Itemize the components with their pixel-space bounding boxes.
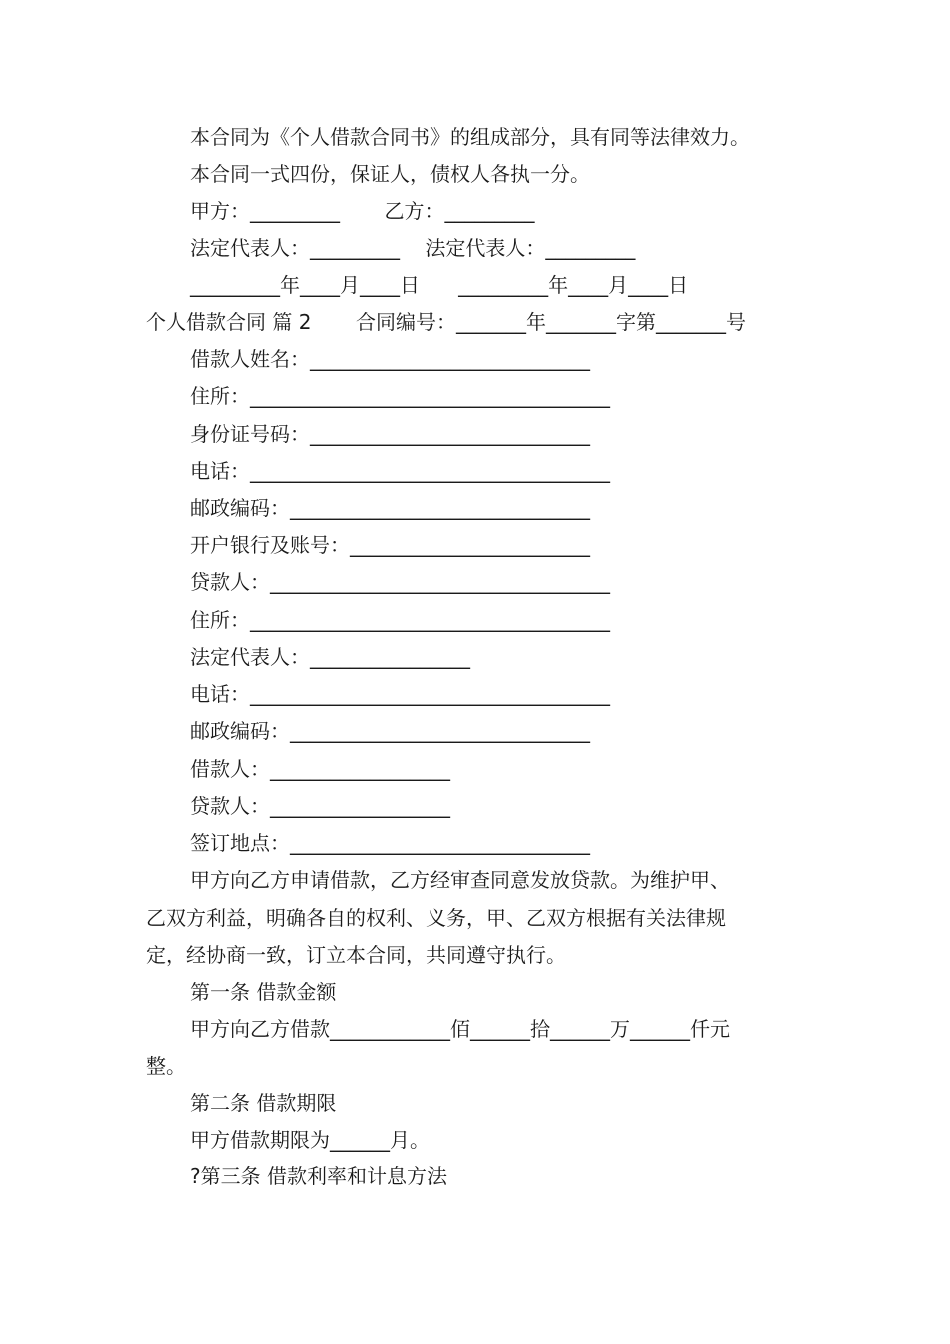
- article-heading: ?第三条 借款利率和计息方法: [190, 1164, 447, 1188]
- article-heading: 第二条 借款期限: [190, 1091, 337, 1115]
- field-borrower-sign: 借款人：__________________: [190, 757, 450, 781]
- article-heading: 第一条 借款金额: [190, 980, 337, 1004]
- field-lender-sign: 贷款人：__________________: [190, 794, 450, 818]
- field-address: 住所：____________________________________: [190, 384, 610, 408]
- representative-line: 法定代表人：_________ 法定代表人：_________: [190, 236, 636, 260]
- party-line: 甲方：_________ 乙方：_________: [190, 199, 535, 223]
- field-sign-place: 签订地点：______________________________: [190, 831, 590, 855]
- date-line: _________年____月____日 _________年____月____日: [190, 273, 689, 297]
- paragraph-line: 整。: [146, 1054, 186, 1078]
- field-lender: 贷款人：__________________________________: [190, 570, 610, 594]
- text-line: 本合同为《个人借款合同书》的组成部分，具有同等法律效力。: [190, 125, 750, 149]
- field-postcode: 邮政编码：______________________________: [190, 496, 590, 520]
- paragraph-line: 甲方向乙方申请借款，乙方经审查同意发放贷款。为维护甲、: [190, 868, 730, 892]
- field-lender-address: 住所：____________________________________: [190, 608, 610, 632]
- paragraph-line: 定，经协商一致，订立本合同，共同遵守执行。: [146, 943, 566, 967]
- field-bank-account: 开户银行及账号：________________________: [190, 533, 590, 557]
- contract-heading: 个人借款合同 篇 2 合同编号：_______年_______字第_______号: [146, 310, 746, 334]
- field-id-number: 身份证号码：____________________________: [190, 422, 590, 446]
- paragraph-line: 甲方借款期限为______月。: [190, 1128, 430, 1152]
- field-lender-phone: 电话：____________________________________: [190, 682, 610, 706]
- field-phone: 电话：____________________________________: [190, 459, 610, 483]
- field-lender-postcode: 邮政编码：______________________________: [190, 719, 590, 743]
- field-borrower-name: 借款人姓名：____________________________: [190, 347, 590, 371]
- paragraph-line: 乙双方利益，明确各自的权利、义务，甲、乙双方根据有关法律规: [146, 906, 726, 930]
- paragraph-line: 甲方向乙方借款____________佰______拾______万______仟元: [190, 1017, 730, 1041]
- text-line: 本合同一式四份，保证人，债权人各执一分。: [190, 162, 590, 186]
- field-legal-rep: 法定代表人：________________: [190, 645, 470, 669]
